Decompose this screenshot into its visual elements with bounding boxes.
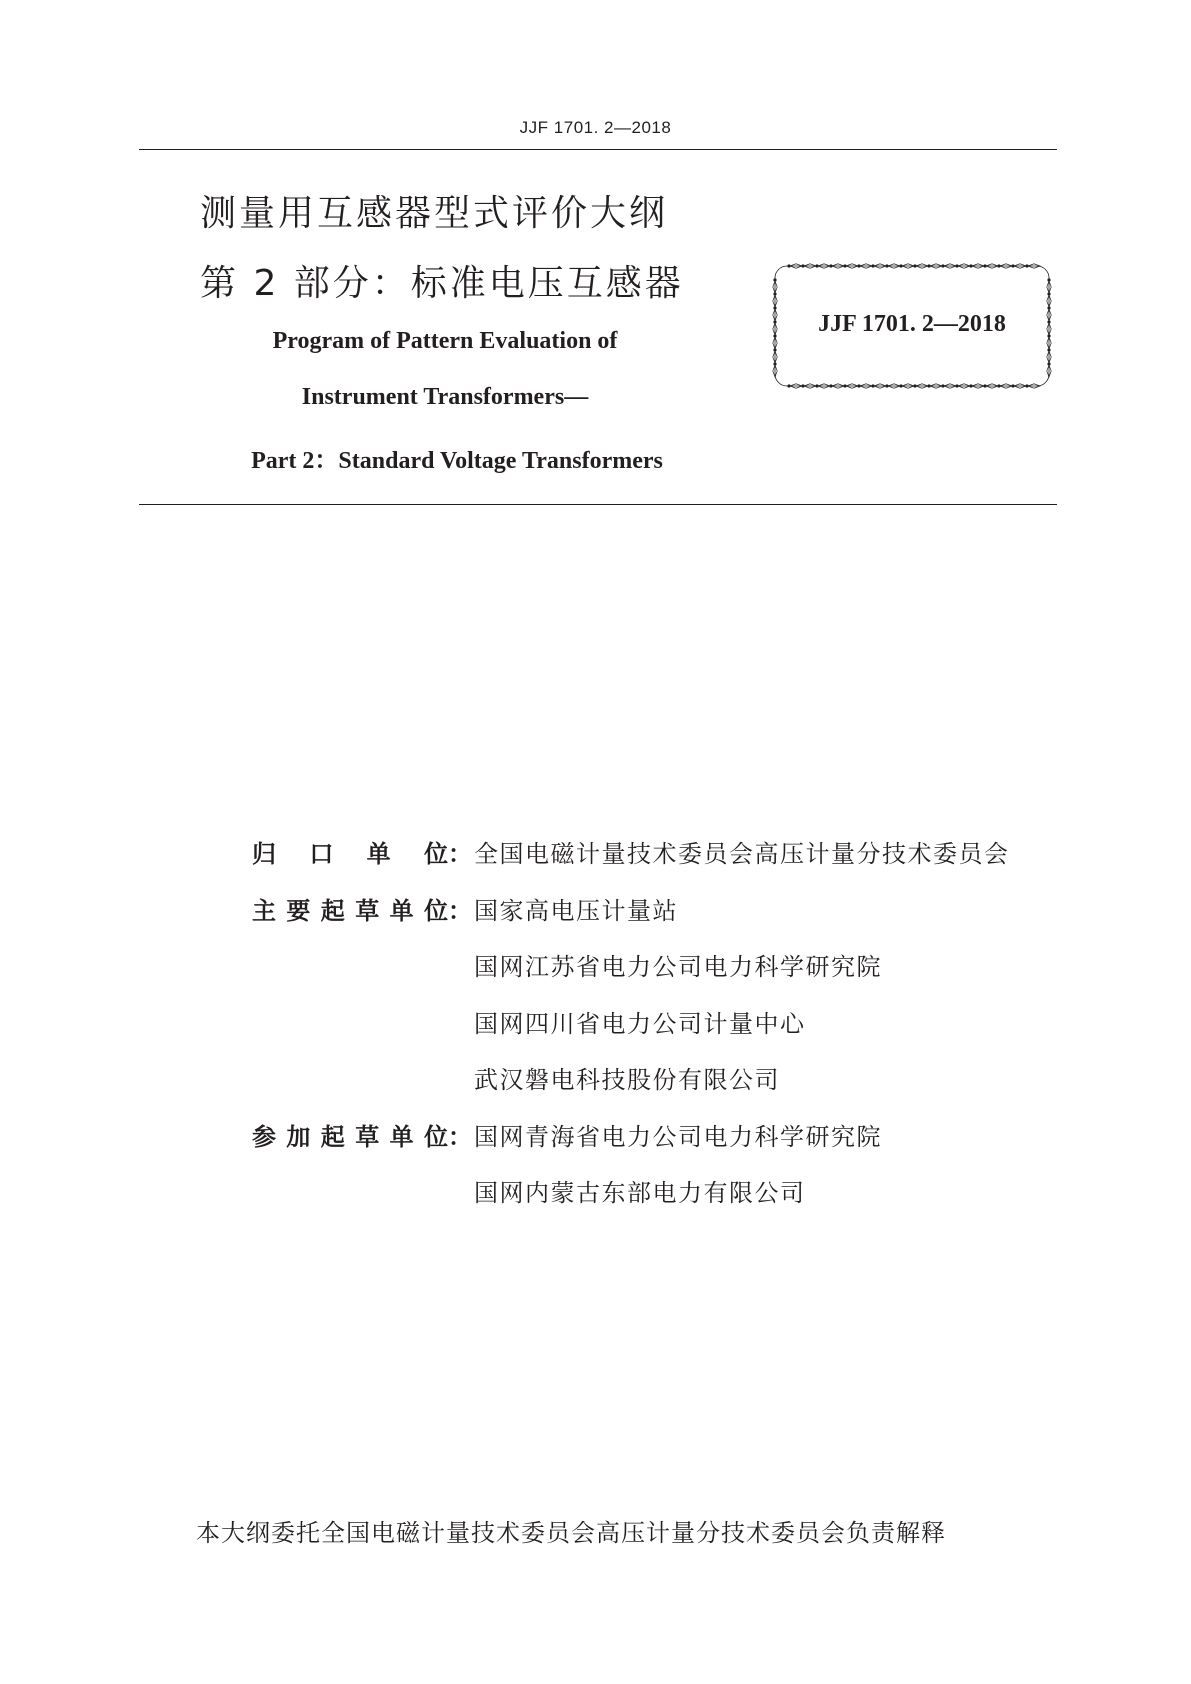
bottom-rule [139,504,1057,505]
responsible-unit-label: 归口单位 [252,840,448,868]
label-colon: ： [448,897,472,925]
participating-drafting-unit-2: 国网内蒙古东部电力有限公司 [474,1179,806,1207]
interpretation-note: 本大纲委托全国电磁计量技术委员会高压计量分技术委员会负责解释 [196,1519,946,1547]
main-drafting-unit-1: 国家高电压计量站 [474,897,678,925]
participating-drafting-label: 参加起草单位 [252,1123,448,1151]
title-english-line-3: Part 2：Standard Voltage Transformers [251,448,663,474]
main-drafting-unit-2: 国网江苏省电力公司电力科学研究院 [474,953,882,981]
title-english-line-1: Program of Pattern Evaluation of [272,328,618,354]
main-drafting-label: 主要起草单位 [252,897,448,925]
standard-code: JJF 1701. 2—2018 [818,311,1006,337]
main-drafting-unit-4: 武汉磐电科技股份有限公司 [474,1066,780,1094]
main-drafting-unit-3: 国网四川省电力公司计量中心 [474,1010,806,1038]
title-chinese-line-1: 测量用互感器型式评价大纲 [200,193,669,234]
title-chinese-line-2: 第 2 部分：标准电压互感器 [200,263,684,304]
label-colon: ： [448,1123,472,1151]
participating-drafting-unit-1: 国网青海省电力公司电力科学研究院 [474,1123,882,1151]
running-header-code: JJF 1701. 2—2018 [519,118,672,137]
title-english-line-2: Instrument Transformers— [301,384,589,410]
standard-code-box [771,262,1053,390]
responsible-unit-value: 全国电磁计量技术委员会高压计量分技术委员会 [474,840,1010,868]
top-rule [139,149,1057,150]
label-colon: ： [448,840,472,868]
